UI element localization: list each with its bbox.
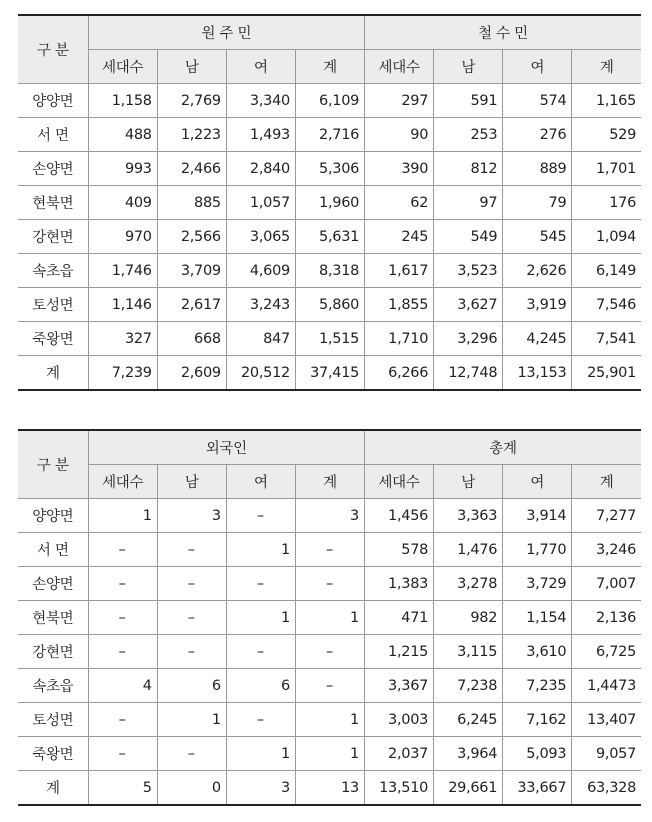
table-cell: 3,627 [434, 288, 503, 322]
table-cell: 5,631 [295, 220, 364, 254]
table-row [18, 254, 641, 288]
table-cell: 13,510 [364, 771, 433, 806]
table-cell: 6,245 [434, 703, 503, 737]
table-cell: 97 [434, 186, 503, 220]
table-cell: 1 [157, 703, 226, 737]
table-cell: 63,328 [572, 771, 641, 806]
table-cell: 5 [88, 771, 157, 806]
table-cell: 390 [365, 152, 434, 186]
table-cell: 5,093 [503, 737, 572, 771]
row-label: 현북면 [18, 601, 88, 635]
table-cell: 7,238 [434, 669, 503, 703]
table-cell: 1,154 [503, 601, 572, 635]
table-cell: 3 [226, 771, 295, 806]
table-cell: 3,964 [434, 737, 503, 771]
table-cell: – [226, 567, 295, 601]
table-cell: 3,363 [434, 499, 503, 533]
table-cell: 1,493 [226, 118, 295, 152]
row-label: 속초읍 [18, 669, 88, 703]
table-cell: 1,158 [88, 84, 157, 118]
table-cell: 6,149 [572, 254, 641, 288]
table1-body [18, 84, 641, 391]
table-cell: – [88, 703, 157, 737]
row-label: 강현면 [18, 220, 88, 254]
table-cell: 2,566 [157, 220, 226, 254]
table-row [18, 635, 641, 669]
table-cell: 3,610 [503, 635, 572, 669]
col-header: 세대수 [88, 50, 157, 84]
col-header: 여 [226, 50, 295, 84]
corner-header: 구 분 [18, 15, 88, 84]
table-cell: 2,769 [157, 84, 226, 118]
table-natives-evacuees [18, 14, 641, 391]
row-label: 계 [18, 356, 88, 391]
table-row [18, 220, 641, 254]
table-cell: 668 [157, 322, 226, 356]
col-header: 남 [434, 465, 503, 499]
row-label: 손양면 [18, 567, 88, 601]
table-cell: – [226, 499, 295, 533]
table-cell: 245 [365, 220, 434, 254]
table-cell: – [88, 567, 157, 601]
table-cell: 1 [226, 601, 295, 635]
table-cell: 1,476 [434, 533, 503, 567]
table-row [18, 118, 641, 152]
table-cell: 8,318 [295, 254, 364, 288]
table-cell: – [295, 669, 364, 703]
table-row [18, 84, 641, 118]
table-cell: 6 [226, 669, 295, 703]
table-cell: 4,609 [226, 254, 295, 288]
table-cell: 1,960 [295, 186, 364, 220]
table-cell: 2,609 [157, 356, 226, 391]
col-header: 계 [572, 50, 641, 84]
table-cell: 1,456 [364, 499, 433, 533]
row-label: 토성면 [18, 288, 88, 322]
col-header: 세대수 [365, 50, 434, 84]
table-cell: – [157, 533, 226, 567]
table-cell: 13,153 [503, 356, 572, 391]
table-cell: 3,065 [226, 220, 295, 254]
table-cell: 847 [226, 322, 295, 356]
table-cell: – [88, 601, 157, 635]
table-cell: 2,716 [295, 118, 364, 152]
row-label: 강현면 [18, 635, 88, 669]
table-cell: 812 [434, 152, 503, 186]
table-cell: 37,415 [295, 356, 364, 391]
col-header: 세대수 [88, 465, 157, 499]
table-cell: 6,266 [365, 356, 434, 391]
table-cell: 3,729 [503, 567, 572, 601]
table-cell: 62 [365, 186, 434, 220]
table-row [18, 356, 641, 391]
table-cell: 574 [503, 84, 572, 118]
table-cell: 25,901 [572, 356, 641, 391]
table-foreigners-total [18, 429, 641, 806]
table-cell: 3,115 [434, 635, 503, 669]
table-cell: 2,840 [226, 152, 295, 186]
table-cell: 5,860 [295, 288, 364, 322]
table-cell: 7,239 [88, 356, 157, 391]
table-cell: 7,162 [503, 703, 572, 737]
table-cell: 3,278 [434, 567, 503, 601]
table-cell: – [295, 567, 364, 601]
table-cell: 549 [434, 220, 503, 254]
table-row [18, 567, 641, 601]
col-header: 여 [503, 50, 572, 84]
table-cell: 993 [88, 152, 157, 186]
table-cell: 2,037 [364, 737, 433, 771]
col-header: 세대수 [364, 465, 433, 499]
table-cell: 529 [572, 118, 641, 152]
col-header: 계 [295, 50, 364, 84]
table-cell: 1,146 [88, 288, 157, 322]
row-label: 서 면 [18, 533, 88, 567]
table-cell: – [157, 635, 226, 669]
table-cell: 253 [434, 118, 503, 152]
table-cell: 578 [364, 533, 433, 567]
subheader-row [18, 50, 641, 84]
table-cell: 885 [157, 186, 226, 220]
table-cell: 12,748 [434, 356, 503, 391]
col-header: 여 [226, 465, 295, 499]
row-label: 양양면 [18, 84, 88, 118]
table-cell: 1,710 [365, 322, 434, 356]
table-cell: 1,515 [295, 322, 364, 356]
table-cell: 1,855 [365, 288, 434, 322]
table-cell: 1 [295, 703, 364, 737]
table-cell: – [157, 601, 226, 635]
group-header-foreigners: 외국인 [88, 430, 364, 465]
table-cell: – [88, 635, 157, 669]
table-cell: 3,243 [226, 288, 295, 322]
table-cell: 7,007 [572, 567, 641, 601]
table-cell: 90 [365, 118, 434, 152]
table-cell: – [88, 737, 157, 771]
table-cell: 1,617 [365, 254, 434, 288]
table-cell: 13 [295, 771, 364, 806]
row-label: 양양면 [18, 499, 88, 533]
row-label: 서 면 [18, 118, 88, 152]
table-cell: 1 [295, 737, 364, 771]
table-cell: 6,109 [295, 84, 364, 118]
table-cell: – [157, 737, 226, 771]
row-label: 죽왕면 [18, 322, 88, 356]
table-cell: 6,725 [572, 635, 641, 669]
table-cell: 13,407 [572, 703, 641, 737]
table-cell: 1,770 [503, 533, 572, 567]
table-row [18, 601, 641, 635]
table-cell: – [226, 703, 295, 737]
group-header-evacuees: 철 수 민 [365, 15, 641, 50]
col-header: 남 [434, 50, 503, 84]
table-cell: – [157, 567, 226, 601]
table-cell: 591 [434, 84, 503, 118]
table-cell: 970 [88, 220, 157, 254]
table-row [18, 771, 641, 806]
col-header: 계 [295, 465, 364, 499]
table-cell: 488 [88, 118, 157, 152]
table-cell: 327 [88, 322, 157, 356]
row-label: 토성면 [18, 703, 88, 737]
table-cell: 7,235 [503, 669, 572, 703]
table-row [18, 533, 641, 567]
table-cell: 1,057 [226, 186, 295, 220]
table-cell: 1,383 [364, 567, 433, 601]
table-cell: 5,306 [295, 152, 364, 186]
col-header: 여 [503, 465, 572, 499]
row-label: 손양면 [18, 152, 88, 186]
table-cell: 2,617 [157, 288, 226, 322]
table-cell: 20,512 [226, 356, 295, 391]
table-cell: 982 [434, 601, 503, 635]
table-cell: 1,094 [572, 220, 641, 254]
table-cell: 3,914 [503, 499, 572, 533]
table-cell: 1,223 [157, 118, 226, 152]
table-cell: 3,367 [364, 669, 433, 703]
table-row [18, 669, 641, 703]
table-cell: 889 [503, 152, 572, 186]
table-cell: 3,296 [434, 322, 503, 356]
table-cell: 0 [157, 771, 226, 806]
table-cell: 1,215 [364, 635, 433, 669]
table-cell: 7,541 [572, 322, 641, 356]
table-row [18, 737, 641, 771]
table-cell: 3,003 [364, 703, 433, 737]
table2-body [18, 499, 641, 806]
table-cell: 7,277 [572, 499, 641, 533]
col-header: 남 [157, 50, 226, 84]
table-cell: 1 [226, 533, 295, 567]
table-cell: 2,626 [503, 254, 572, 288]
row-label: 계 [18, 771, 88, 806]
table-cell: 276 [503, 118, 572, 152]
table-cell: 4,245 [503, 322, 572, 356]
table-cell: 3,523 [434, 254, 503, 288]
table-cell: 29,661 [434, 771, 503, 806]
table-row [18, 499, 641, 533]
table-cell: 1,701 [572, 152, 641, 186]
row-label: 죽왕면 [18, 737, 88, 771]
table-cell: 4 [88, 669, 157, 703]
table-cell: – [295, 533, 364, 567]
table-cell: 1 [295, 601, 364, 635]
table-cell: 1 [226, 737, 295, 771]
table-cell: 1,165 [572, 84, 641, 118]
table-cell: 2,136 [572, 601, 641, 635]
col-header: 계 [572, 465, 641, 499]
table-cell: 471 [364, 601, 433, 635]
table-cell: 2,466 [157, 152, 226, 186]
table-row [18, 322, 641, 356]
table-cell: 1,746 [88, 254, 157, 288]
group-header-total: 총계 [364, 430, 641, 465]
table-cell: 3,919 [503, 288, 572, 322]
corner-header: 구 분 [18, 430, 88, 499]
table-cell: 545 [503, 220, 572, 254]
table-cell: 9,057 [572, 737, 641, 771]
table-cell: – [295, 635, 364, 669]
table-cell: 3 [295, 499, 364, 533]
table-cell: 6 [157, 669, 226, 703]
group-header-natives: 원 주 민 [88, 15, 364, 50]
table-cell: 1 [88, 499, 157, 533]
table-cell: 409 [88, 186, 157, 220]
table-row [18, 186, 641, 220]
table-cell: – [226, 635, 295, 669]
col-header: 남 [157, 465, 226, 499]
table-cell: 3,246 [572, 533, 641, 567]
table-cell: 3,340 [226, 84, 295, 118]
table-cell: 33,667 [503, 771, 572, 806]
row-label: 속초읍 [18, 254, 88, 288]
table-row [18, 288, 641, 322]
table-cell: 176 [572, 186, 641, 220]
table-cell: 79 [503, 186, 572, 220]
table-row [18, 152, 641, 186]
table-row [18, 703, 641, 737]
subheader-row [18, 465, 641, 499]
table-cell: 7,546 [572, 288, 641, 322]
table-cell: 3 [157, 499, 226, 533]
table-cell: 1,4473 [572, 669, 641, 703]
row-label: 현북면 [18, 186, 88, 220]
table-cell: 3,709 [157, 254, 226, 288]
table-cell: – [88, 533, 157, 567]
table-cell: 297 [365, 84, 434, 118]
